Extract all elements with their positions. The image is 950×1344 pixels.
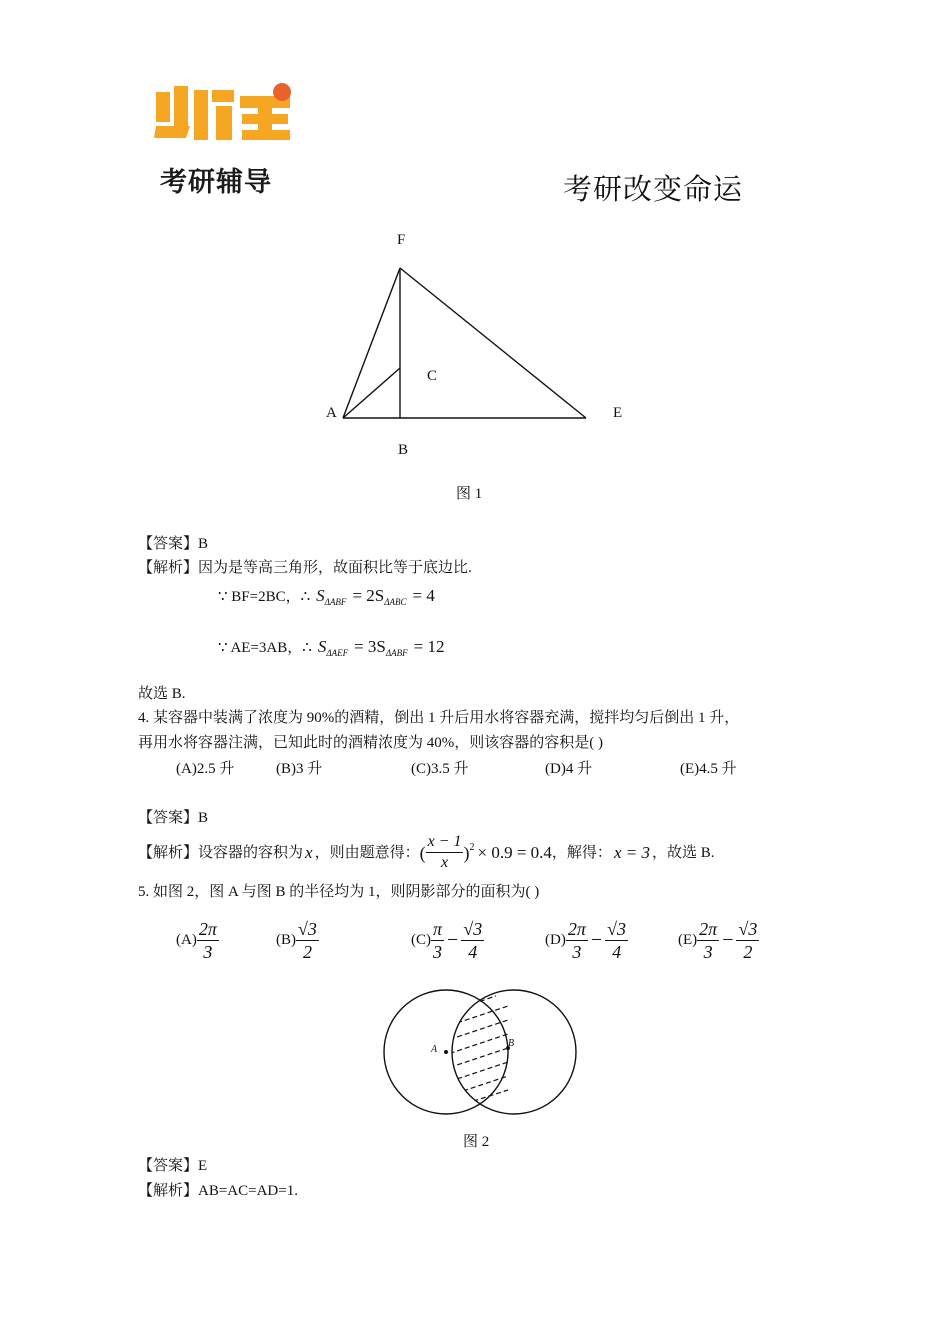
q3-line2-s: S (317, 637, 327, 656)
q5-answer: 【答案】E (138, 1158, 208, 1174)
q4-option-c: (C)3.5 升 (411, 761, 469, 777)
q4-analysis-var: x (305, 842, 313, 862)
q3-line2 (218, 637, 445, 663)
q3-line2-mid: = 3S (354, 637, 386, 656)
q4-option-b: (B)3 升 (276, 761, 323, 777)
q3-line2-sub1: ΔAEF (326, 648, 349, 658)
q3-analysis: 【解析】因为是等高三角形，故面积比等于底边比. (138, 560, 472, 576)
q4-fraction (426, 832, 464, 873)
logo (150, 76, 300, 156)
center-a (444, 1050, 448, 1054)
q4-analysis-mid: ，则由题意得： (314, 844, 420, 861)
q5-option-e: (E) $\frac{2\pi}{3}$ − $\frac{√3}{2}$ (678, 919, 758, 962)
q4-analysis-solve: ，解得： (551, 844, 612, 861)
q3-line1-s: S (316, 586, 325, 605)
q4-frac-num: x − 1 (426, 832, 464, 853)
slogan: 考研改变命运 (563, 172, 744, 206)
label-b: B (398, 442, 409, 458)
q4-frac-den: x (440, 854, 449, 871)
edge-af (343, 268, 400, 418)
q4-option-a: (A)2.5 升 (176, 761, 235, 777)
q4-equation-tail: × 0.9 = 0.4 (477, 842, 552, 862)
q3-line2-sub2: ΔABF (385, 648, 408, 658)
q4-option-e: (E)4.5 升 (680, 761, 737, 777)
q3-line2-pre: ∵ AE=3AB，∴ (218, 640, 312, 656)
q5-option-d: (D) $\frac{2\pi}{3}$ − $\frac{√3}{4}$ (545, 919, 627, 962)
label-e: E (613, 405, 623, 421)
q4-analysis-end: ，故选 B. (651, 844, 715, 861)
q5-option-b: (B) $\frac{√3}{2}$ (276, 919, 317, 962)
q5-stem: 5. 如图 2，图 A 与图 B 的半径均为 1，则阴影部分的面积为( ) (138, 884, 540, 900)
fig2-label-a: A (431, 1044, 438, 1055)
logo-dot (273, 83, 291, 101)
q3-line1-sub2: ΔABC (384, 597, 407, 607)
q3-line1 (218, 586, 435, 612)
q5-option-a: (A) $\frac{2\pi}{3}$ (176, 919, 217, 962)
q3-line1-sub1: ΔABF (324, 597, 347, 607)
logo-mark (150, 76, 300, 156)
q4-analysis: 【解析】设容器的容积为 x ，则由题意得： ( $\frac{x - 1}{x}$ ) $^2$ × 0.9 = 0.4 ，解得： x = 3 ，故选 B. (138, 833, 715, 871)
q3-line2-end: = 12 (413, 637, 445, 656)
figure-2-circles (378, 988, 598, 1118)
figure-1-caption: 图 1 (456, 486, 483, 502)
q3-answer: 【答案】B (138, 536, 209, 552)
label-f: F (397, 232, 406, 248)
fig2-label-b: B (508, 1038, 515, 1049)
figure-2-caption: 图 2 (463, 1134, 490, 1150)
q4-stem-line1: 4. 某容器中装满了浓度为 90%的酒精，倒出 1 升后用水将容器充满，搅拌均匀后倒出 1 升， (138, 710, 740, 726)
edge-ac (343, 368, 400, 418)
q5-analysis: 【解析】AB=AC=AD=1. (138, 1183, 298, 1199)
label-a: A (326, 405, 337, 421)
q4-analysis-pre: 【解析】设容器的容积为 (138, 844, 304, 861)
circle-b (452, 990, 576, 1114)
q3-line1-end: = 4 (412, 586, 435, 605)
edge-fe (400, 268, 586, 418)
q4-answer: 【答案】B (138, 810, 209, 826)
logo-subtitle: 考研辅导 (160, 167, 272, 198)
q3-line1-pre: ∵ BF=2BC，∴ (218, 589, 311, 605)
q3-line1-mid: = 2S (352, 586, 385, 605)
label-c: C (427, 368, 438, 384)
q3-conclusion: 故选 B. (138, 686, 186, 702)
q4-stem-line2: 再用水将容器注满，已知此时的酒精浓度为 40%，则该容器的容积是( ) (138, 735, 603, 751)
q4-solution: x = 3 (613, 842, 650, 862)
q5-option-c: (C) $\frac{\pi}{3}$ − $\frac{√3}{4}$ (411, 919, 483, 962)
q4-option-d: (D)4 升 (545, 761, 593, 777)
